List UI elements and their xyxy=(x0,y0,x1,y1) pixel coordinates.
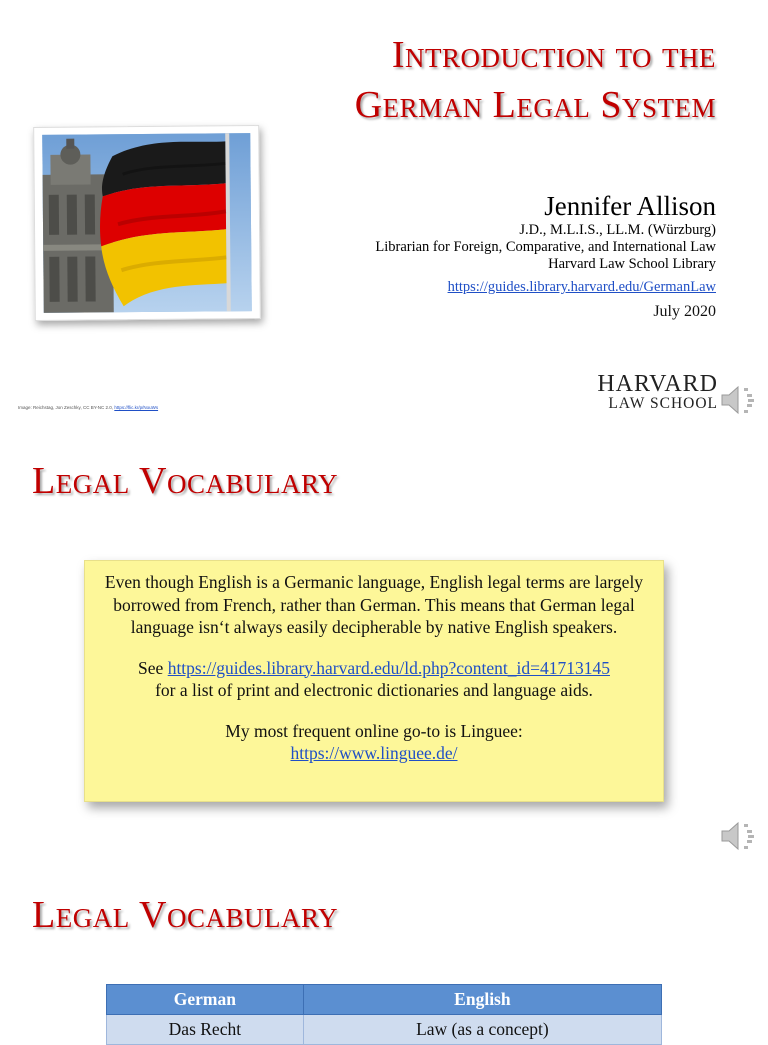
title-slide xyxy=(0,0,768,430)
image-credit xyxy=(18,405,158,410)
slide-title: Legal Vocabulary xyxy=(32,460,338,502)
dictionary-reference xyxy=(101,657,647,702)
note-box xyxy=(84,560,664,802)
header-german: German xyxy=(107,985,304,1015)
image-credit-link[interactable]: https://flic.kr/p/NouWs xyxy=(114,405,159,410)
vocabulary-table xyxy=(106,984,662,1045)
table-row xyxy=(107,1015,662,1045)
dictionaries-link[interactable]: https://guides.library.harvard.edu/ld.php?content_id=41713145 xyxy=(167,657,610,678)
author-block xyxy=(375,190,716,325)
see-suffix: for a list of print and electronic dictionaries and language aids. xyxy=(155,680,593,700)
author-institution: Harvard Law School Library xyxy=(548,256,716,272)
author-credentials: J.D., M.L.I.S., LL.M. (Würzburg) xyxy=(519,222,716,238)
header-english: English xyxy=(303,985,661,1015)
linguee-link[interactable]: https://www.linguee.de/ xyxy=(290,743,458,763)
speaker-icon[interactable] xyxy=(718,816,758,856)
note-paragraph: Even though English is a Germanic language, English legal terms are largely borrowed from French, rather than German. This means that German legal language isn‘t always easily decipherable by native English speakers. xyxy=(104,572,644,637)
presentation-title xyxy=(156,30,716,130)
image-credit-text: Image: Reichstag, Jon Zeschky, CC BY-NC 2.0, xyxy=(18,405,114,410)
author-name: Jennifer Allison xyxy=(544,191,716,221)
harvard-law-school-logo xyxy=(597,372,718,412)
vocabulary-slide xyxy=(0,434,768,864)
cell-german: Das Recht xyxy=(107,1015,304,1045)
logo-harvard: HARVARD xyxy=(597,371,718,397)
speaker-icon[interactable] xyxy=(718,380,758,420)
logo-law-school: LAW SCHOOL xyxy=(608,395,718,412)
linguee-reference xyxy=(101,720,647,765)
guide-link[interactable]: https://guides.library.harvard.edu/GermanLaw xyxy=(447,279,716,295)
german-flag-photo xyxy=(42,133,252,313)
see-prefix: See xyxy=(138,657,164,678)
goto-text: My most frequent online go-to is Linguee: xyxy=(225,720,523,741)
author-role: Librarian for Foreign, Comparative, and International Law xyxy=(375,239,716,255)
table-header-row xyxy=(107,985,662,1015)
slide-title: Legal Vocabulary xyxy=(32,894,338,936)
flag-photo-frame xyxy=(33,125,261,321)
vocabulary-table-slide xyxy=(0,868,768,1039)
title-line-1: Introduction to the xyxy=(391,34,716,76)
presentation-date: July 2020 xyxy=(653,303,716,320)
cell-english: Law (as a concept) xyxy=(303,1015,661,1045)
title-line-2: German Legal System xyxy=(354,84,716,126)
